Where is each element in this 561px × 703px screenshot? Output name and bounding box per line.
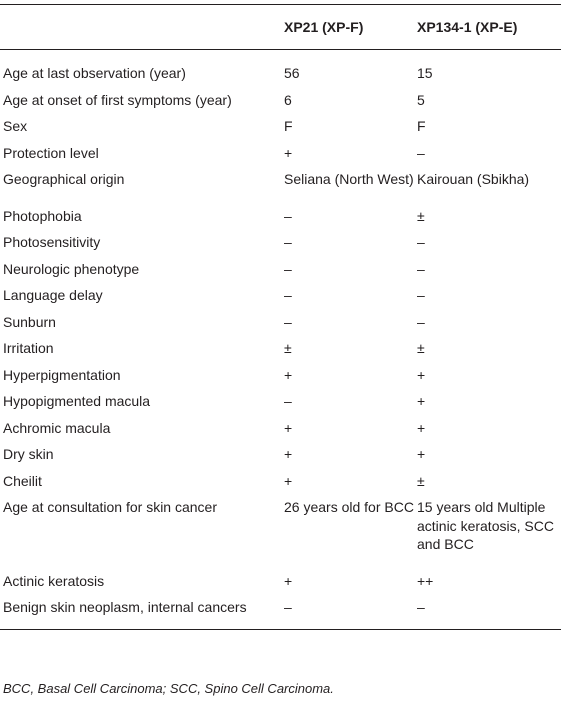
row-label: Protection level <box>3 144 99 161</box>
table-row <box>0 468 561 495</box>
cell-xp21: Seliana (North West) <box>284 171 414 187</box>
cell-xp21: + <box>284 366 293 383</box>
table-row <box>0 140 561 167</box>
row-label: Language delay <box>3 287 103 303</box>
table-row <box>0 415 561 442</box>
row-label: Photosensitivity <box>3 234 101 250</box>
table-row <box>0 87 561 114</box>
cell-xp134: 15 years old Multiple actinic keratosis, SCC and BCC <box>417 499 554 552</box>
row-label: Cheilit <box>3 472 42 489</box>
row-label: Photophobia <box>3 207 82 224</box>
cell-xp21: – <box>284 313 292 330</box>
row-label: Age at last observation (year) <box>3 65 186 81</box>
row-label: Age at consultation for skin cancer <box>3 499 218 515</box>
cell-xp21: – <box>284 594 417 629</box>
header-cell-feature <box>0 5 284 50</box>
cell-xp21: 56 <box>284 65 300 81</box>
table-row <box>0 229 561 256</box>
row-label: Achromic macula <box>3 419 111 436</box>
row-label: Actinic keratosis <box>3 572 105 589</box>
row-label: Irritation <box>3 340 54 356</box>
cell-xp21: – <box>284 393 292 409</box>
cell-xp134: F <box>417 118 426 134</box>
cell-xp21: + <box>284 446 293 462</box>
table-footnote: BCC, Basal Cell Carcinoma; SCC, Spino Cell Carcinoma. <box>3 681 334 696</box>
cell-xp21: F <box>284 118 293 134</box>
table-row <box>0 256 561 283</box>
table-row <box>0 309 561 336</box>
patient-characteristics-table <box>0 4 561 630</box>
row-label: Neurologic phenotype <box>3 260 140 277</box>
table-row <box>0 113 561 140</box>
cell-xp21: + <box>284 419 293 436</box>
cell-xp134: ± <box>417 340 425 356</box>
cell-xp21: 26 years old for BCC <box>284 499 414 515</box>
cell-xp21: – <box>284 260 292 277</box>
row-label: Hypopigmented macula <box>3 393 151 409</box>
table-row <box>0 166 561 193</box>
row-label: Dry skin <box>3 446 54 462</box>
cell-xp21: + <box>284 572 293 589</box>
cell-xp134: Kairouan (Sbikha) <box>417 171 530 187</box>
row-label: Sex <box>3 118 28 134</box>
table-header <box>0 5 561 50</box>
header-row <box>0 5 561 50</box>
cell-xp21: + <box>284 472 293 489</box>
table-row <box>0 282 561 309</box>
cell-xp21: + <box>284 144 293 161</box>
cell-xp134: 15 <box>417 65 433 81</box>
header-cell-xp21: XP21 (XP-F) <box>284 5 417 50</box>
cell-xp21: – <box>284 287 292 303</box>
cell-xp134: 5 <box>417 91 425 108</box>
cell-xp134: – <box>417 144 425 161</box>
cell-xp21: ± <box>284 340 292 356</box>
row-label: Hyperpigmentation <box>3 366 121 383</box>
row-label: Sunburn <box>3 313 56 330</box>
cell-xp21: – <box>284 207 292 224</box>
header-cell-xp134: XP134-1 (XP-E) <box>417 5 561 50</box>
cell-xp134: – <box>417 594 561 629</box>
table-row <box>0 193 561 230</box>
cell-xp134: + <box>417 393 426 409</box>
cell-xp134: ± <box>417 207 425 224</box>
cell-xp134: – <box>417 313 425 330</box>
cell-xp134: + <box>417 419 426 436</box>
table-row <box>0 50 561 87</box>
table-row <box>0 594 561 629</box>
cell-xp134: – <box>417 287 425 303</box>
cell-xp21: – <box>284 234 292 250</box>
cell-xp134: + <box>417 446 426 462</box>
cell-xp21: 6 <box>284 91 292 108</box>
table-row <box>0 335 561 362</box>
table-body <box>0 50 561 630</box>
row-label: Geographical origin <box>3 171 125 187</box>
table-row <box>0 441 561 468</box>
table-page <box>0 4 561 703</box>
table-row <box>0 388 561 415</box>
cell-xp134: – <box>417 260 425 277</box>
row-label: Benign skin neoplasm, internal cancers <box>0 594 284 629</box>
table-row <box>0 558 561 595</box>
table-row <box>0 494 561 558</box>
cell-xp134: – <box>417 234 425 250</box>
cell-xp134: + <box>417 366 426 383</box>
cell-xp134: ++ <box>417 572 434 589</box>
row-label: Age at onset of first symptoms (year) <box>3 91 232 108</box>
cell-xp134: ± <box>417 472 425 489</box>
table-row <box>0 362 561 389</box>
